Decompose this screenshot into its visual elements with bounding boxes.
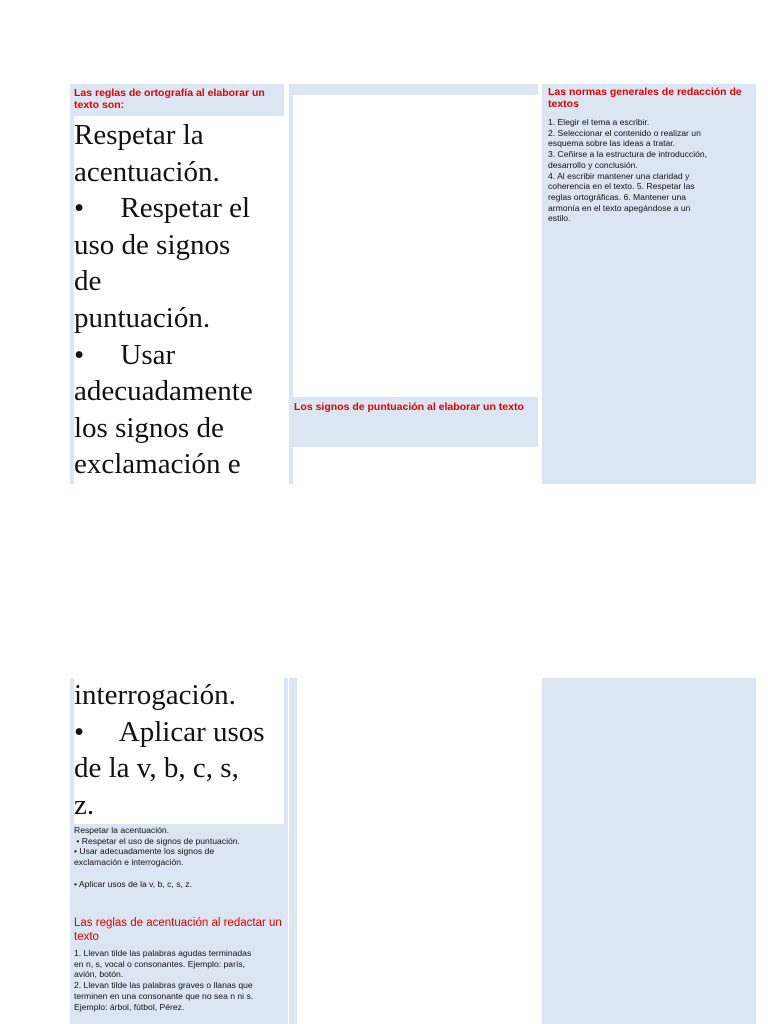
- big-text-line: puntuación.: [74, 301, 211, 334]
- body-line: esquema sobre las ideas a tratar.: [548, 138, 676, 149]
- big-text-line: de: [74, 265, 102, 298]
- big-text-line: Respetar la: [74, 119, 204, 151]
- big-text-line: • Respetar el: [74, 192, 251, 225]
- big-text-line: • Usar: [74, 338, 176, 371]
- summary-line: Respetar la acentuación.: [74, 825, 170, 835]
- summary-line: exclamación e interrogación.: [74, 857, 184, 868]
- big-text-line: interrogación.: [74, 679, 236, 711]
- summary-line: • Usar adecuadamente los signos de: [74, 846, 215, 857]
- big-text-line: acentuación.: [74, 155, 220, 188]
- body-line: 1. Elegir el tema a escribir.: [548, 117, 650, 127]
- summary-line: • Aplicar usos de la v, b, c, s, z.: [74, 878, 192, 889]
- rule-line: 1. Llevan tilde las palabras agudas terminadas: [74, 948, 252, 958]
- page2-col1-summary: [74, 825, 286, 889]
- summary-line: • Respetar el uso de signos de puntuación.: [74, 835, 240, 846]
- body-line: coherencia en el texto. 5. Respetar las: [548, 181, 695, 192]
- big-text-line: z.: [74, 788, 95, 821]
- big-text-line: • Aplicar usos: [74, 715, 265, 748]
- rule-line: Ejemplo: árbol, fútbol, Pérez.: [74, 1001, 185, 1012]
- body-line: 4. Al escribir mantener una claridad y: [548, 170, 690, 181]
- body-line: estilo.: [548, 213, 571, 224]
- big-text-line: adecuadamente: [74, 375, 253, 408]
- page2-column-3: [542, 678, 756, 1024]
- page1-col2-heading: Los signos de puntuación al elaborar un texto: [294, 401, 524, 413]
- rule-line: avión, botón.: [74, 969, 124, 980]
- rule-line: en n, s, vocal o consonantes. Ejemplo: parís,: [74, 958, 246, 969]
- rule-line: 2. Llevan tilde las palabras graves o llanas que: [74, 980, 253, 991]
- page1-col3-heading: Las normas generales de redacción de textos: [548, 86, 742, 110]
- body-line: armonía en el texto apegándose a un: [548, 202, 691, 213]
- page1-column-2-upper-blank: [293, 95, 538, 397]
- page2-column-2: [289, 678, 297, 1024]
- body-line: 3. Ceñirse a la estructura de introducción,: [548, 149, 708, 160]
- page2-col1-rules: [74, 948, 286, 1012]
- page1-column-2-lower-blank: [293, 447, 538, 484]
- page1-col1-heading: Las reglas de ortografía al elaborar un texto son:: [74, 87, 265, 111]
- big-text-line: los signos de: [74, 411, 224, 444]
- rule-line: terminen en una consonante que no sea n ni s.: [74, 990, 254, 1001]
- page2-col1-subheading: Las reglas de acentuación al redactar un texto: [74, 917, 282, 943]
- big-text-line: uso de signos: [74, 228, 231, 261]
- body-line: desarrollo y conclusión.: [548, 159, 638, 170]
- body-line: 2. Seleccionar el contenido o realizar un: [548, 127, 701, 138]
- body-line: reglas ortográficas. 6. Mantener una: [548, 191, 687, 202]
- big-text-line: de la v, b, c, s,: [74, 752, 239, 785]
- summary-line: [74, 868, 286, 879]
- page1-col3-body: [548, 117, 756, 224]
- page2-col1-big-text: [74, 677, 288, 823]
- page1-col1-big-text: [74, 117, 286, 483]
- big-text-line: exclamación e: [74, 448, 241, 481]
